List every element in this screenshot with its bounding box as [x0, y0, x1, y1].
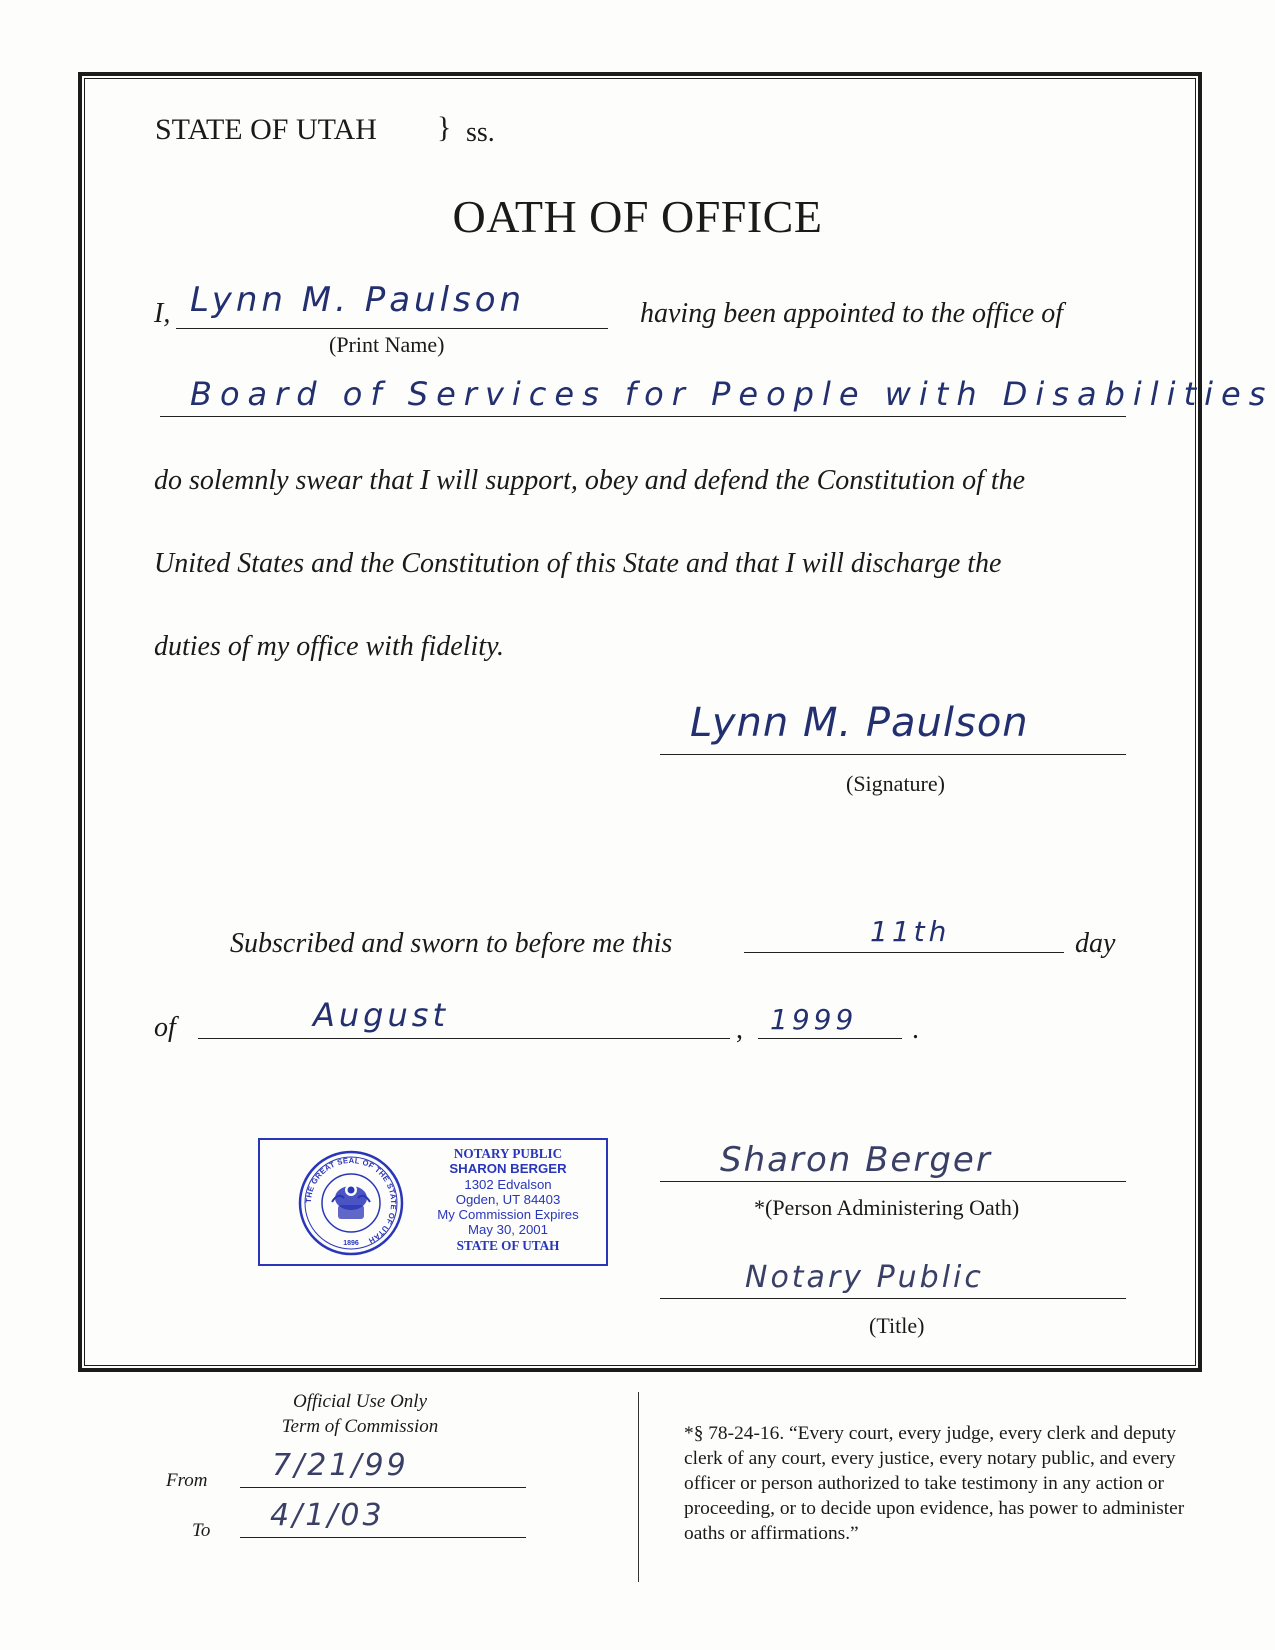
office-line [160, 416, 1126, 417]
title-label: (Title) [869, 1313, 925, 1338]
signature-line [660, 754, 1126, 755]
administrator-line [660, 1181, 1126, 1182]
from-label: From [166, 1470, 208, 1491]
oath-line-3: duties of my office with fidelity. [154, 631, 504, 662]
official-use-heading [240, 1389, 480, 1439]
stamp-line-2: SHARON BERGER [449, 1161, 567, 1177]
notary-stamp [258, 1138, 608, 1266]
ss-label: ss. [466, 117, 495, 148]
handwritten-to-date: 4/1/03 [270, 1498, 385, 1533]
day-line [744, 952, 1064, 953]
of-word: of [154, 1012, 176, 1043]
subscribed-text: Subscribed and sworn to before me this [230, 928, 673, 959]
stamp-line-5: My Commission Expires [437, 1207, 579, 1223]
day-word: day [1075, 928, 1116, 959]
handwritten-office: Board of Services for People with Disabilities [190, 375, 1274, 413]
statute-footnote: *§ 78-24-16. “Every court, every judge, every clerk and deputy clerk of any court, every justice, every notary public, and every officer or person authorized to take testimony in any action or proceeding, or to decide upon evidence, has power to administer oaths or affirmations.” [684, 1423, 1185, 1544]
stamp-line-3: 1302 Edvalson [464, 1176, 552, 1192]
handwritten-from-date: 7/21/99 [272, 1448, 409, 1483]
name-line [176, 328, 608, 329]
comma-glyph: , [736, 1014, 743, 1045]
page-title: OATH OF OFFICE [452, 191, 823, 242]
year-line [758, 1038, 902, 1039]
official-use-line-1: Official Use Only [292, 1391, 428, 1412]
vertical-divider [638, 1392, 639, 1582]
stamp-line-4: Ogden, UT 84403 [455, 1191, 561, 1207]
from-line [240, 1487, 526, 1488]
period-glyph: . [912, 1014, 919, 1045]
stamp-line-7: STATE OF UTAH [456, 1237, 560, 1253]
stamp-line-6: May 30, 2001 [468, 1222, 548, 1238]
state-seal-icon [298, 1150, 404, 1256]
seal-ring-text: THE GREAT SEAL OF THE STATE OF UTAH [303, 1155, 399, 1246]
state-label: STATE OF UTAH [155, 113, 377, 146]
i-prefix: I, [154, 298, 171, 329]
print-name-label: (Print Name) [329, 332, 445, 357]
month-line [198, 1038, 730, 1039]
handwritten-month: August [313, 996, 449, 1034]
handwritten-day: 11th [870, 915, 951, 948]
inner-border [84, 78, 1196, 1366]
brace-glyph: } [437, 111, 452, 144]
handwritten-year: 1999 [770, 1003, 858, 1036]
to-line [240, 1537, 526, 1538]
handwritten-signature: Lynn M. Paulson [690, 700, 1029, 746]
official-use-line-2: Term of Commission [281, 1416, 439, 1437]
administrator-label: *(Person Administering Oath) [754, 1195, 1020, 1220]
handwritten-name: Lynn M. Paulson [190, 280, 526, 320]
handwritten-administrator: Sharon Berger [720, 1140, 992, 1180]
stamp-line-1: NOTARY PUBLIC [453, 1146, 563, 1161]
handwritten-title: Notary Public [745, 1260, 984, 1295]
stamp-text-block [410, 1146, 606, 1253]
to-label: To [192, 1520, 211, 1541]
oath-line-2: United States and the Constitution of this State and that I will discharge the [154, 548, 1002, 579]
seal-year: 1896 [343, 1240, 359, 1247]
title-line [660, 1298, 1126, 1299]
signature-label: (Signature) [846, 771, 945, 796]
having-text: having been appointed to the office of [640, 298, 1064, 329]
oath-line-1: do solemnly swear that I will support, obey and defend the Constitution of the [154, 465, 1026, 496]
